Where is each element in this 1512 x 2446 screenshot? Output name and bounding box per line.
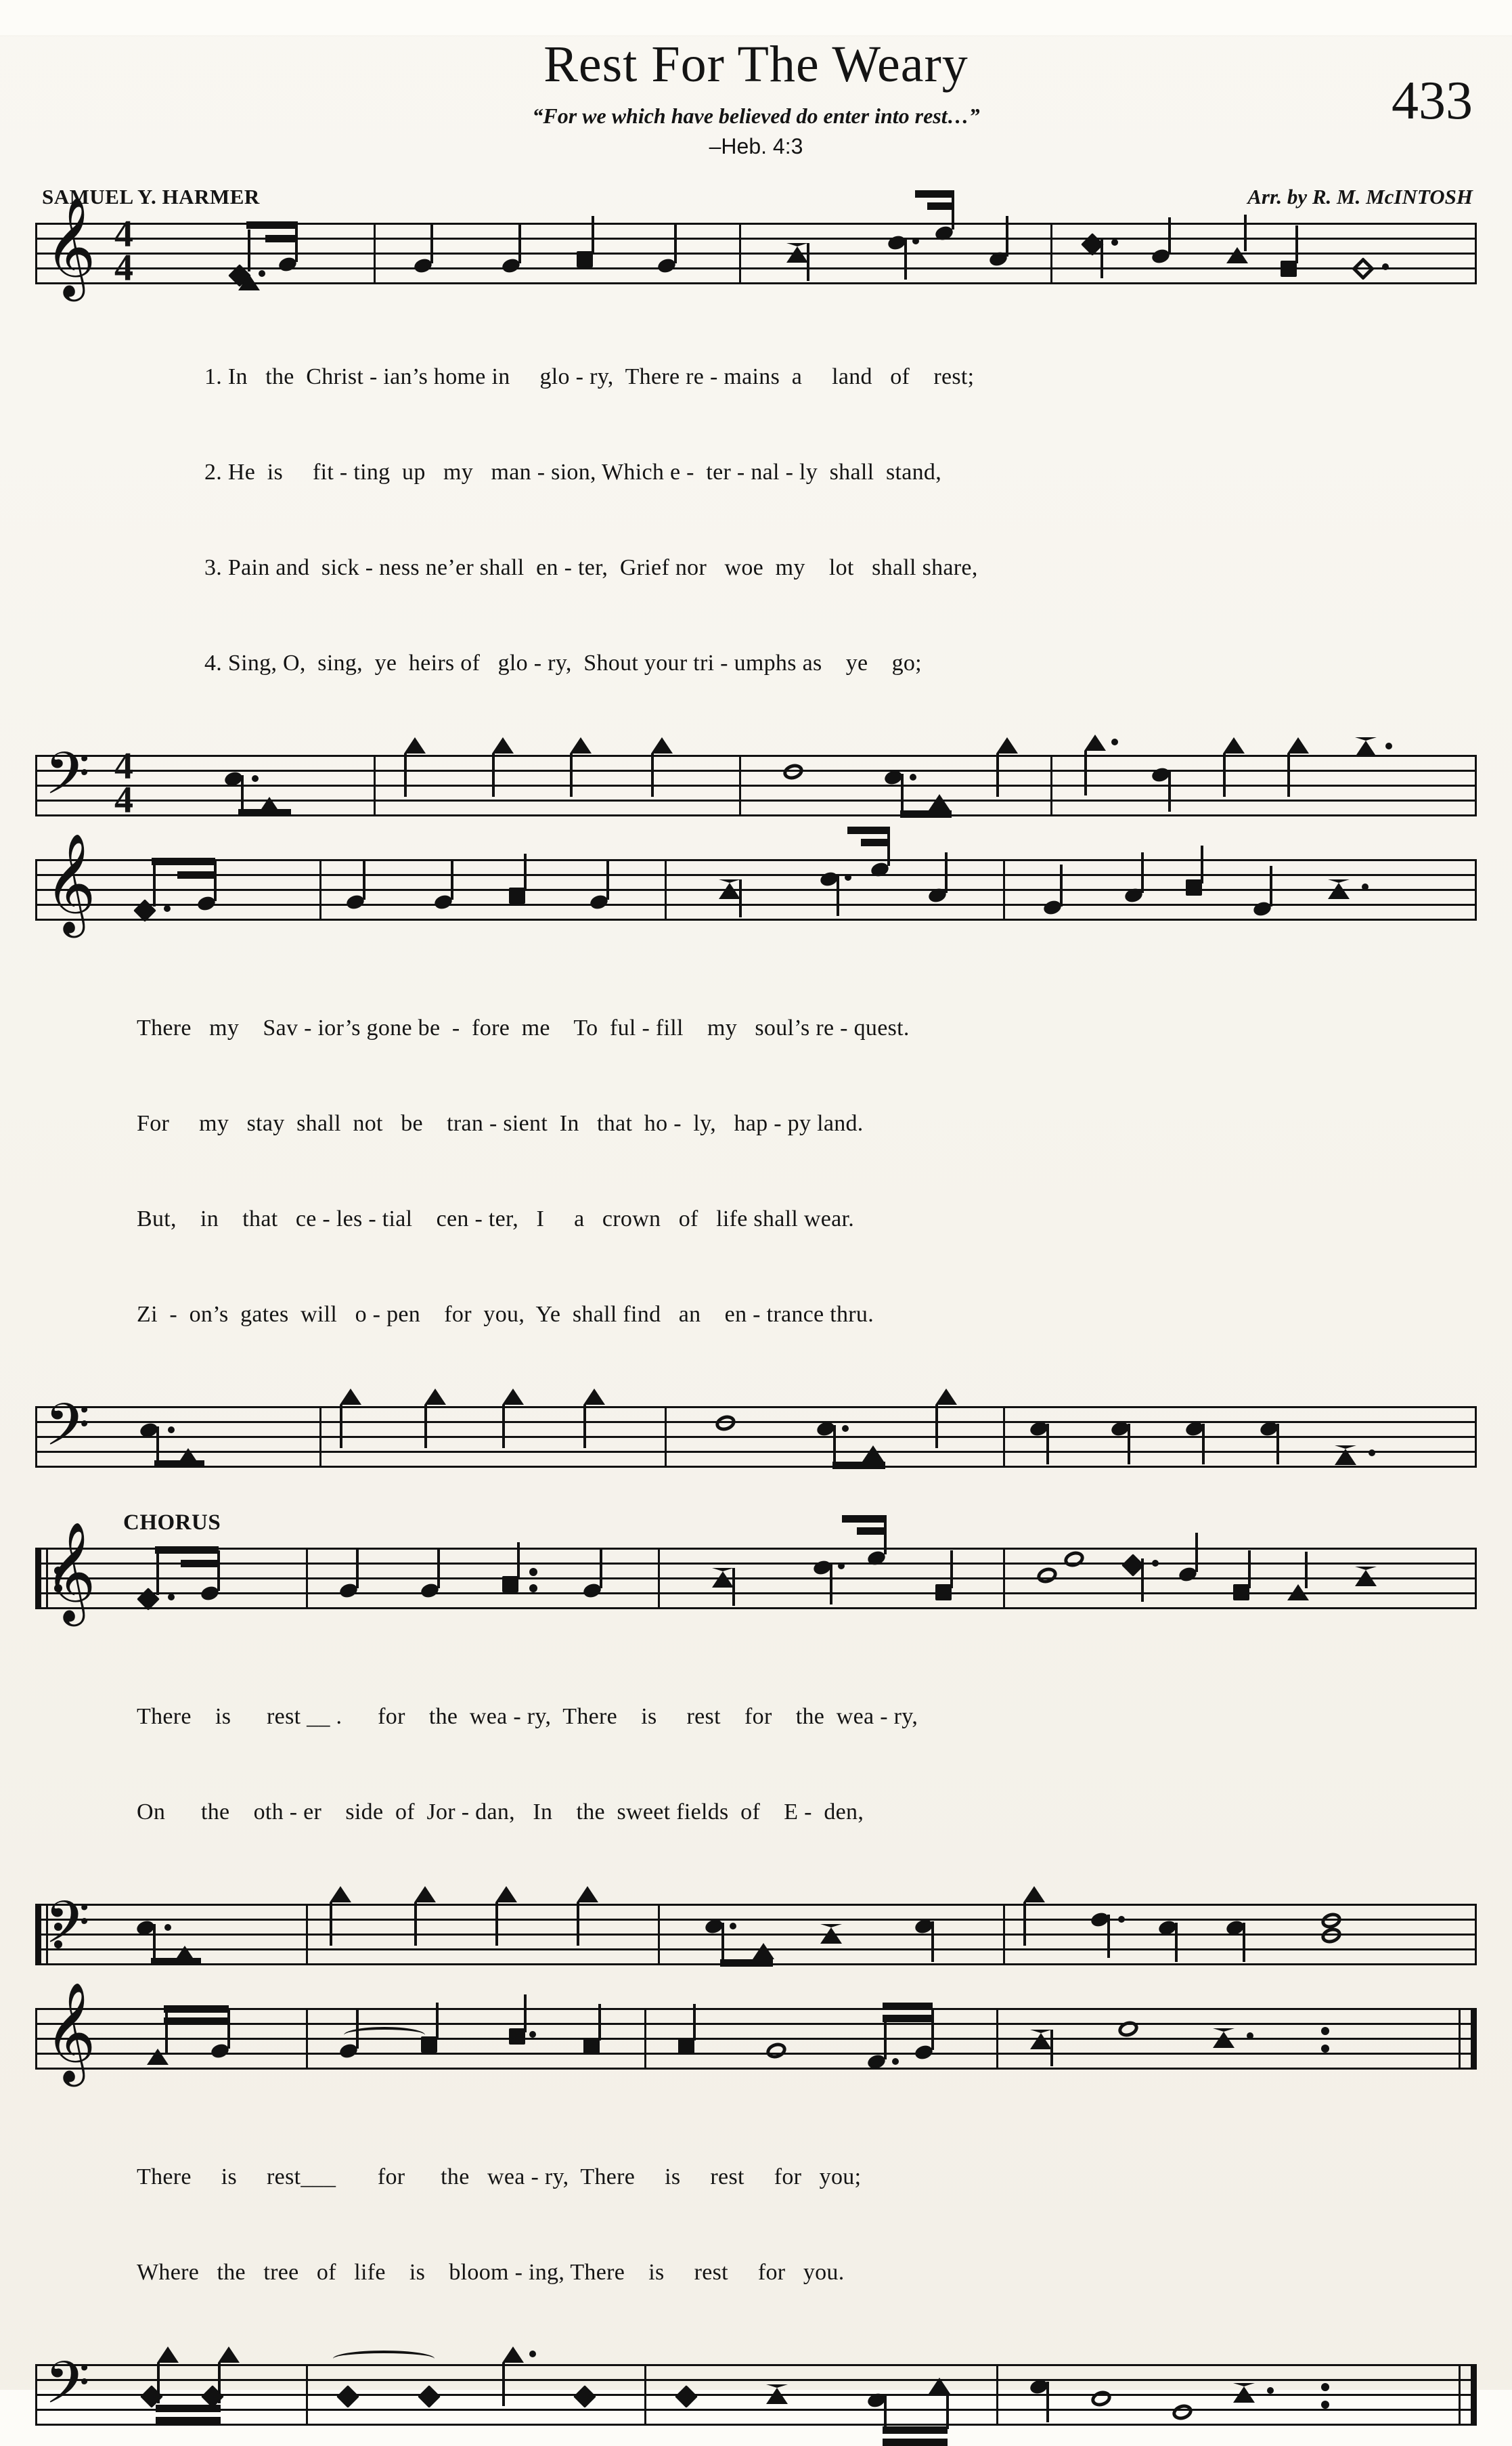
lyric-line: On the oth - er side of Jor - dan, In the sweet fields of E - den, xyxy=(137,1799,864,1825)
note-stem xyxy=(721,1923,724,1962)
augmentation-dot xyxy=(1385,743,1392,749)
note-stem xyxy=(363,859,365,900)
note xyxy=(766,2384,788,2404)
beam xyxy=(857,1527,885,1535)
scripture-reference: –Heb. 4:3 xyxy=(709,134,803,158)
note xyxy=(1355,1567,1377,1586)
note xyxy=(719,879,740,899)
note-stem xyxy=(214,860,217,901)
note xyxy=(1355,737,1377,757)
note-stem xyxy=(217,1550,220,1591)
barline xyxy=(319,1406,321,1468)
note xyxy=(862,1445,884,1462)
note xyxy=(935,1389,957,1405)
note-stem xyxy=(356,1548,359,1588)
note-stem xyxy=(1270,866,1272,907)
beam xyxy=(156,2405,221,2412)
system-2-treble xyxy=(35,833,1477,934)
slur xyxy=(333,2351,435,2367)
note-stem xyxy=(807,243,809,281)
augmentation-dot xyxy=(912,238,919,244)
note xyxy=(929,2378,950,2394)
note xyxy=(502,2346,524,2363)
note-stem xyxy=(1168,217,1171,254)
note-stem xyxy=(674,223,677,263)
note xyxy=(218,2346,240,2363)
repeat-dot xyxy=(529,1584,537,1592)
beam xyxy=(181,1560,219,1567)
note-stem xyxy=(1244,215,1247,251)
note xyxy=(1023,1886,1045,1902)
beam xyxy=(154,1460,204,1468)
barline xyxy=(306,2008,308,2070)
note-stem xyxy=(430,223,433,263)
note xyxy=(404,737,426,754)
note-stem xyxy=(1168,770,1171,812)
barline xyxy=(658,1548,660,1609)
note xyxy=(495,1886,517,1902)
note-stem xyxy=(1295,225,1298,263)
final-barline xyxy=(1471,2364,1477,2426)
verse-lyrics-block-1 xyxy=(35,297,1477,743)
lyric-line: There my Sav - ior’s gone be - fore me To ful - fill my soul’s re - quest. xyxy=(137,1015,910,1041)
arranger-name: Arr. by R. M. McINTOSH xyxy=(1247,185,1473,209)
note-stem xyxy=(502,1405,505,1448)
augmentation-dot xyxy=(168,1426,175,1433)
lyric-line: For my stay shall not be tran - sient In that ho - ly, hap - py land. xyxy=(137,1111,864,1136)
note xyxy=(929,794,950,810)
note xyxy=(1233,1584,1249,1600)
barline-end xyxy=(1475,223,1477,284)
note-stem xyxy=(577,1902,579,1946)
note-stem xyxy=(1141,852,1144,893)
beam xyxy=(177,871,215,879)
barline-end xyxy=(1475,1406,1477,1468)
note-stem xyxy=(1023,1902,1026,1946)
composer-name: SAMUEL Y. HARMER xyxy=(42,185,260,209)
beam xyxy=(151,1958,201,1965)
note-stem xyxy=(950,1550,953,1588)
staff-lines xyxy=(35,755,1477,821)
barline xyxy=(665,859,667,921)
note-stem xyxy=(1305,1552,1308,1588)
barline xyxy=(996,2364,998,2426)
note xyxy=(1223,737,1245,754)
chorus-lyrics-block-2 xyxy=(35,2097,1477,2352)
barline-start xyxy=(35,1548,41,1609)
lyric-line: 3. Pain and sick - ness ne’er shall en - ter, Grief nor woe my lot shall share, xyxy=(204,555,978,580)
note xyxy=(1233,2383,1255,2403)
barline xyxy=(374,223,376,284)
note-stem xyxy=(241,775,244,813)
treble-clef-icon: 𝄞 xyxy=(45,833,96,934)
note-stem xyxy=(495,1902,498,1946)
note-stem xyxy=(931,1921,934,1962)
note xyxy=(1186,879,1202,896)
staff-bass-3 xyxy=(35,1888,1477,1971)
system-2-bass xyxy=(35,1391,1477,1473)
note xyxy=(651,737,673,754)
augmentation-dot xyxy=(1111,739,1118,745)
augmentation-dot xyxy=(730,1923,736,1929)
repeat-dot xyxy=(1321,2383,1329,2391)
time-signature-top: 4 xyxy=(114,745,133,787)
note-stem xyxy=(946,2394,949,2429)
barline xyxy=(996,2008,998,2070)
note xyxy=(1030,2030,1052,2049)
note-stem xyxy=(492,754,495,797)
barline xyxy=(1003,1548,1005,1609)
note-stem xyxy=(606,859,609,900)
barline xyxy=(1050,223,1052,284)
note xyxy=(753,1943,774,1959)
note xyxy=(678,2038,694,2054)
barline xyxy=(739,755,741,816)
note-stem xyxy=(1050,2030,1053,2066)
page-title: Rest For The Weary xyxy=(543,36,969,93)
note-stem xyxy=(1195,1533,1198,1572)
time-signature xyxy=(108,213,139,289)
system-4-treble xyxy=(35,1982,1477,2082)
note-stem xyxy=(437,1548,440,1588)
note xyxy=(1084,735,1106,751)
staff-lines xyxy=(35,2008,1477,2070)
beam xyxy=(246,221,298,229)
note xyxy=(1281,261,1297,277)
time-signature-bottom: 4 xyxy=(114,247,133,289)
note-stem xyxy=(935,1405,938,1448)
note xyxy=(577,1886,598,1902)
augmentation-dot xyxy=(529,2351,536,2357)
note xyxy=(583,2038,600,2054)
note-stem xyxy=(404,754,407,797)
barline xyxy=(644,2364,646,2426)
bass-clef-icon: 𝄢 xyxy=(45,1391,90,1473)
final-barline xyxy=(1471,2008,1477,2070)
note xyxy=(421,2036,437,2053)
barline xyxy=(1459,2008,1461,2070)
note xyxy=(820,1924,842,1944)
barline-start xyxy=(35,1904,41,1965)
note-stem xyxy=(153,1924,156,1962)
repeat-dot xyxy=(1321,2045,1329,2053)
note xyxy=(712,1568,734,1588)
note-stem xyxy=(598,2004,601,2040)
staff-bass-1 xyxy=(35,739,1477,822)
note-stem xyxy=(524,1994,527,2032)
repeat-dot xyxy=(1321,2027,1329,2035)
augmentation-dot xyxy=(838,1563,845,1569)
beam xyxy=(164,2005,229,2013)
note-stem xyxy=(1060,865,1063,907)
note-stem xyxy=(1223,754,1226,797)
staff-lines xyxy=(35,2364,1477,2426)
beam xyxy=(927,202,954,210)
note-stem xyxy=(502,2363,505,2406)
note-stem xyxy=(1100,238,1103,278)
augmentation-dot xyxy=(164,905,171,912)
lyric-line: Zi - on’s gates will o - pen for you, Ye shall find an en - trance thru. xyxy=(137,1302,874,1327)
lyric-line: There is rest __ . for the wea - ry, There is rest for the wea - ry, xyxy=(137,1704,918,1729)
augmentation-dot xyxy=(1369,1449,1375,1456)
note-stem xyxy=(153,865,156,907)
hymn-number: 433 xyxy=(1392,71,1473,131)
note-stem xyxy=(248,230,250,271)
note-stem xyxy=(1141,1558,1144,1602)
note xyxy=(1287,737,1309,754)
bass-clef-icon: 𝄢 xyxy=(45,1888,90,1971)
note-stem xyxy=(1107,1915,1110,1958)
note xyxy=(935,1584,952,1600)
note-stem xyxy=(1006,216,1008,257)
note xyxy=(330,1886,351,1902)
augmentation-dot xyxy=(1118,1916,1125,1923)
scripture-quote: “For we which have believed do enter into rest…” xyxy=(532,104,980,128)
barline-end xyxy=(1475,755,1477,816)
barline-start xyxy=(35,223,37,284)
staff-bass-4 xyxy=(35,2349,1477,2431)
note xyxy=(424,1389,446,1405)
barline xyxy=(306,1548,308,1609)
chorus-label: CHORUS xyxy=(123,1510,221,1535)
note-stem xyxy=(156,1426,159,1464)
treble-clef-icon: 𝄞 xyxy=(45,1982,96,2082)
beam xyxy=(883,2015,933,2022)
augmentation-dot xyxy=(168,1594,175,1600)
time-signature-bottom: 4 xyxy=(114,779,133,821)
note-stem xyxy=(837,874,839,916)
beam xyxy=(883,2003,933,2010)
note-stem xyxy=(517,1542,520,1579)
ledger-line xyxy=(861,2068,891,2070)
hymnal-page xyxy=(0,35,1512,2431)
augmentation-dot xyxy=(1247,2032,1253,2039)
treble-clef-icon: 𝄞 xyxy=(45,196,96,297)
beam xyxy=(842,1515,885,1523)
augmentation-dot xyxy=(164,1924,171,1931)
note-stem xyxy=(1046,2382,1049,2422)
barline xyxy=(658,1904,660,1965)
verse-lyrics-block-2 xyxy=(35,948,1477,1394)
note xyxy=(502,1389,524,1405)
lyric-line: Where the tree of life is bloom - ing, There is rest for you. xyxy=(137,2260,845,2285)
note-stem xyxy=(524,854,527,890)
note xyxy=(509,2028,525,2045)
beam xyxy=(164,2017,229,2025)
augmentation-dot xyxy=(1111,239,1118,246)
note xyxy=(238,274,260,290)
lyric-line: 1. In the Christ - ian’s home in glo - ry, There re - mains a land of rest; xyxy=(204,364,975,389)
note xyxy=(340,1389,361,1405)
beam xyxy=(883,2426,948,2434)
note xyxy=(157,2346,179,2363)
beam xyxy=(156,2417,221,2424)
barline-end xyxy=(1475,859,1477,921)
note-stem xyxy=(884,2395,887,2429)
note-stem xyxy=(996,754,999,797)
note-stem xyxy=(693,2004,696,2040)
note-stem xyxy=(651,754,654,797)
barline xyxy=(319,859,321,921)
augmentation-dot xyxy=(892,2058,899,2065)
beam xyxy=(900,810,952,818)
note xyxy=(502,1576,518,1592)
chorus-lyrics-block-1 xyxy=(35,1637,1477,1892)
barline xyxy=(644,2008,646,2070)
note-stem xyxy=(424,1405,427,1448)
bass-clef-icon: 𝄢 xyxy=(45,739,90,822)
note xyxy=(1335,1445,1356,1465)
augmentation-dot xyxy=(529,2031,536,2038)
note-stem xyxy=(904,238,907,280)
barline-start xyxy=(35,1406,37,1468)
note-stem xyxy=(592,216,594,254)
note xyxy=(492,737,514,754)
note xyxy=(996,737,1018,754)
note-stem xyxy=(1128,1424,1130,1464)
barline-start xyxy=(35,2364,37,2426)
beam xyxy=(915,190,954,198)
note xyxy=(583,1389,605,1405)
note xyxy=(577,251,593,267)
note-stem xyxy=(156,1553,159,1595)
repeat-dot xyxy=(1321,2401,1329,2409)
note-stem xyxy=(414,1902,417,1946)
augmentation-dot xyxy=(1382,263,1389,270)
note-stem xyxy=(1201,846,1203,883)
note xyxy=(1328,879,1350,899)
note-stem xyxy=(739,879,742,917)
barline xyxy=(665,1406,667,1468)
augmentation-dot xyxy=(842,1425,849,1432)
note-stem xyxy=(518,223,521,263)
barline-end xyxy=(1475,1904,1477,1965)
note xyxy=(414,1886,436,1902)
time-signature xyxy=(108,745,139,821)
note-stem xyxy=(1248,1550,1251,1588)
barline xyxy=(306,2364,308,2426)
note-stem xyxy=(901,774,904,813)
note-stem xyxy=(1243,1923,1245,1962)
system-4-bass xyxy=(35,2349,1477,2431)
augmentation-dot xyxy=(1267,2387,1274,2394)
note-stem xyxy=(1276,1424,1279,1464)
staff-bass-2 xyxy=(35,1391,1477,1473)
staff-lines xyxy=(35,1548,1477,1610)
note-stem xyxy=(732,1568,735,1606)
repeat-dot xyxy=(529,1568,537,1576)
note-stem xyxy=(1175,1923,1178,1962)
barline-end xyxy=(1475,1548,1477,1609)
note-stem xyxy=(1287,754,1290,797)
barline xyxy=(306,1904,308,1965)
barline-start xyxy=(35,859,37,921)
augmentation-dot xyxy=(845,874,851,881)
note-stem xyxy=(1084,751,1087,795)
system-3-bass xyxy=(35,1888,1477,1971)
note xyxy=(570,737,592,754)
beam xyxy=(152,858,215,865)
barline xyxy=(1050,755,1052,816)
augmentation-dot xyxy=(910,774,916,781)
note-stem xyxy=(833,1425,836,1464)
beam xyxy=(265,235,298,242)
note-stem xyxy=(340,1405,342,1448)
augmentation-dot xyxy=(1152,1560,1159,1567)
note-stem xyxy=(884,2017,887,2059)
note-stem xyxy=(830,1563,832,1604)
slur xyxy=(344,2027,425,2043)
note-stem xyxy=(945,852,948,893)
barline xyxy=(1003,1406,1005,1468)
credits xyxy=(0,185,1512,223)
note-stem xyxy=(227,2008,230,2049)
lyric-line: 2. He is fit - ting up my man - sion, Which e - ter - nal - ly shall stand, xyxy=(204,460,942,485)
note-stem xyxy=(570,754,573,797)
time-signature-top: 4 xyxy=(114,213,133,255)
note-stem xyxy=(600,1548,602,1588)
bass-clef-icon: 𝄢 xyxy=(45,2349,90,2431)
treble-clef-icon: 𝄞 xyxy=(45,1521,96,1622)
note-stem xyxy=(436,2003,439,2039)
lyric-line: There is rest___ for the wea - ry, There is rest for you; xyxy=(137,2164,862,2189)
barline xyxy=(739,223,741,284)
note xyxy=(509,888,525,904)
note-stem xyxy=(1202,1424,1205,1464)
note xyxy=(786,243,808,263)
beam xyxy=(238,809,291,816)
note-stem xyxy=(583,1405,586,1448)
barline-start xyxy=(35,2008,37,2070)
beam xyxy=(155,1546,219,1554)
beam xyxy=(861,839,889,846)
staff-lines xyxy=(35,1406,1477,1468)
note xyxy=(1213,2028,1235,2048)
system-1-bass xyxy=(35,739,1477,822)
staff-treble-2 xyxy=(35,833,1477,934)
lyric-line: 4. Sing, O, sing, ye heirs of glo - ry, Shout your tri - umphs as ye go; xyxy=(204,651,922,676)
barline xyxy=(1459,2364,1461,2426)
note-stem xyxy=(330,1902,332,1946)
beam xyxy=(832,1462,885,1469)
augmentation-dot xyxy=(252,775,259,782)
beam xyxy=(847,827,889,834)
lyric-line: But, in that ce - les - tial cen - ter, I a crown of life shall wear. xyxy=(137,1206,855,1231)
beam xyxy=(720,1959,773,1967)
staff-treble-4 xyxy=(35,1982,1477,2082)
barline xyxy=(1003,1904,1005,1965)
note-stem xyxy=(451,859,453,900)
beam xyxy=(883,2439,948,2446)
barline xyxy=(374,755,376,816)
barline-start xyxy=(35,755,37,816)
barline xyxy=(1003,859,1005,921)
augmentation-dot xyxy=(1362,883,1369,890)
note-stem xyxy=(1046,1424,1049,1464)
